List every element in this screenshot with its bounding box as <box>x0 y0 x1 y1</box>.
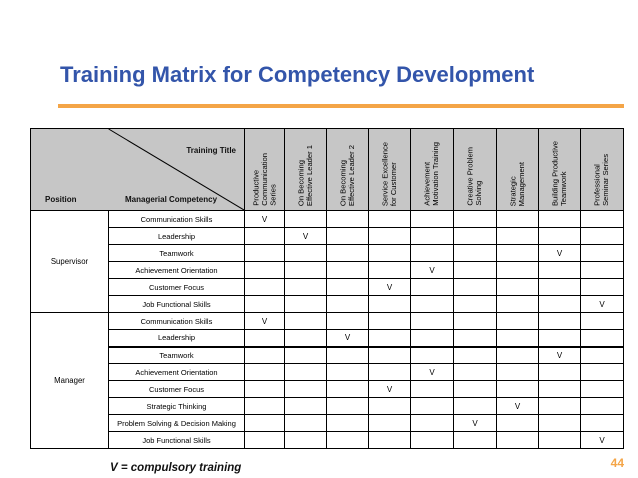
table-row <box>31 364 624 381</box>
table-row <box>31 313 624 330</box>
empty-cell <box>497 228 539 245</box>
empty-cell <box>454 262 497 279</box>
empty-cell <box>539 364 581 381</box>
compulsory-mark-cell: V <box>497 398 539 415</box>
empty-cell <box>369 211 411 228</box>
empty-cell <box>539 211 581 228</box>
empty-cell <box>285 211 327 228</box>
empty-cell <box>245 364 285 381</box>
empty-cell <box>327 211 369 228</box>
col-header-creative-problem-solving <box>454 129 497 211</box>
empty-cell <box>369 262 411 279</box>
competency-cell: Leadership <box>109 330 245 347</box>
empty-cell <box>327 432 369 449</box>
col-header-label: On Becoming Effective Leader 1 <box>296 144 314 206</box>
col-header-label: On Becoming Effective Leader 2 <box>338 144 356 206</box>
empty-cell <box>539 296 581 313</box>
empty-cell <box>581 364 624 381</box>
empty-cell <box>454 398 497 415</box>
empty-cell <box>581 381 624 398</box>
empty-cell <box>539 432 581 449</box>
empty-cell <box>497 415 539 432</box>
table-row <box>31 279 624 296</box>
empty-cell <box>327 347 369 364</box>
empty-cell <box>539 228 581 245</box>
compulsory-mark-cell: V <box>539 347 581 364</box>
col-header-label: Strategic Management <box>508 161 526 206</box>
empty-cell <box>369 313 411 330</box>
empty-cell <box>369 432 411 449</box>
empty-cell <box>581 398 624 415</box>
position-cell: Supervisor <box>31 211 109 313</box>
empty-cell <box>539 381 581 398</box>
empty-cell <box>411 313 454 330</box>
empty-cell <box>411 296 454 313</box>
empty-cell <box>245 415 285 432</box>
empty-cell <box>539 398 581 415</box>
compulsory-mark-cell: V <box>369 279 411 296</box>
table-row <box>31 211 624 228</box>
col-header-label: Productive Communication Series <box>250 153 277 206</box>
empty-cell <box>369 296 411 313</box>
empty-cell <box>454 381 497 398</box>
empty-cell <box>245 228 285 245</box>
empty-cell <box>245 398 285 415</box>
empty-cell <box>245 296 285 313</box>
competency-cell: Communication Skills <box>109 313 245 330</box>
col-header-strategic-management <box>497 129 539 211</box>
empty-cell <box>411 211 454 228</box>
empty-cell <box>497 381 539 398</box>
empty-cell <box>454 313 497 330</box>
empty-cell <box>539 279 581 296</box>
competency-cell: Communication Skills <box>109 211 245 228</box>
empty-cell <box>539 415 581 432</box>
empty-cell <box>497 330 539 347</box>
empty-cell <box>581 279 624 296</box>
empty-cell <box>245 262 285 279</box>
empty-cell <box>327 364 369 381</box>
competency-cell: Leadership <box>109 228 245 245</box>
compulsory-mark-cell: V <box>369 381 411 398</box>
footnote-legend: V = compulsory training <box>110 462 242 474</box>
position-cell: Manager <box>31 313 109 449</box>
empty-cell <box>454 245 497 262</box>
col-header-effective-leader-1 <box>285 129 327 211</box>
col-header-label: Achievement Motivation Training <box>422 142 440 206</box>
competency-cell: Achievement Orientation <box>109 262 245 279</box>
empty-cell <box>245 347 285 364</box>
empty-cell <box>285 245 327 262</box>
empty-cell <box>539 330 581 347</box>
empty-cell <box>497 296 539 313</box>
competency-cell: Problem Solving & Decision Making <box>109 415 245 432</box>
training-matrix-table <box>30 128 624 449</box>
empty-cell <box>369 347 411 364</box>
empty-cell <box>327 313 369 330</box>
empty-cell <box>581 211 624 228</box>
empty-cell <box>497 347 539 364</box>
empty-cell <box>411 330 454 347</box>
empty-cell <box>411 415 454 432</box>
empty-cell <box>369 398 411 415</box>
training-title-label: Training Title <box>186 146 236 155</box>
empty-cell <box>327 381 369 398</box>
competency-cell: Job Functional Skills <box>109 432 245 449</box>
slide-title: Training Matrix for Competency Development <box>60 62 535 87</box>
compulsory-mark-cell: V <box>454 415 497 432</box>
empty-cell <box>369 228 411 245</box>
empty-cell <box>454 364 497 381</box>
empty-cell <box>285 398 327 415</box>
empty-cell <box>411 279 454 296</box>
empty-cell <box>539 262 581 279</box>
compulsory-mark-cell: V <box>327 330 369 347</box>
table-row <box>31 347 624 364</box>
table-row <box>31 228 624 245</box>
empty-cell <box>454 330 497 347</box>
empty-cell <box>327 296 369 313</box>
empty-cell <box>454 347 497 364</box>
empty-cell <box>411 432 454 449</box>
empty-cell <box>454 279 497 296</box>
table-row <box>31 262 624 279</box>
compulsory-mark-cell: V <box>411 364 454 381</box>
empty-cell <box>245 330 285 347</box>
matrix-body <box>31 211 624 449</box>
empty-cell <box>285 381 327 398</box>
empty-cell <box>285 262 327 279</box>
empty-cell <box>581 313 624 330</box>
empty-cell <box>245 381 285 398</box>
empty-cell <box>581 245 624 262</box>
table-row <box>31 398 624 415</box>
empty-cell <box>285 279 327 296</box>
empty-cell <box>497 313 539 330</box>
empty-cell <box>285 296 327 313</box>
empty-cell <box>327 415 369 432</box>
table-row <box>31 330 624 347</box>
page-number: 44 <box>610 456 624 470</box>
empty-cell <box>369 245 411 262</box>
table-row <box>31 245 624 262</box>
compulsory-mark-cell: V <box>411 262 454 279</box>
empty-cell <box>285 330 327 347</box>
empty-cell <box>411 245 454 262</box>
empty-cell <box>581 228 624 245</box>
compulsory-mark-cell: V <box>581 296 624 313</box>
empty-cell <box>285 432 327 449</box>
title-underline <box>58 104 624 108</box>
empty-cell <box>327 245 369 262</box>
empty-cell <box>285 347 327 364</box>
empty-cell <box>454 211 497 228</box>
empty-cell <box>497 432 539 449</box>
competency-cell: Customer Focus <box>109 381 245 398</box>
compulsory-mark-cell: V <box>245 313 285 330</box>
empty-cell <box>327 398 369 415</box>
col-header-effective-leader-2 <box>327 129 369 211</box>
header-row <box>31 129 624 211</box>
empty-cell <box>497 279 539 296</box>
empty-cell <box>369 330 411 347</box>
empty-cell <box>581 347 624 364</box>
empty-cell <box>581 262 624 279</box>
competency-cell: Teamwork <box>109 245 245 262</box>
empty-cell <box>497 262 539 279</box>
competency-cell: Strategic Thinking <box>109 398 245 415</box>
table-row <box>31 415 624 432</box>
table-row <box>31 432 624 449</box>
empty-cell <box>285 415 327 432</box>
compulsory-mark-cell: V <box>539 245 581 262</box>
empty-cell <box>369 415 411 432</box>
col-header-label: Service Excellence for Customer <box>380 141 398 206</box>
table-row <box>31 381 624 398</box>
competency-cell: Job Functional Skills <box>109 296 245 313</box>
empty-cell <box>245 432 285 449</box>
empty-cell <box>539 313 581 330</box>
empty-cell <box>411 398 454 415</box>
col-header-label: Professional Seminar Series <box>592 154 610 206</box>
empty-cell <box>497 364 539 381</box>
col-header-productive-communication <box>245 129 285 211</box>
corner-header-cell <box>31 129 245 211</box>
competency-header-label: Managerial Competency <box>125 195 218 204</box>
competency-cell: Teamwork <box>109 347 245 364</box>
empty-cell <box>454 432 497 449</box>
empty-cell <box>581 330 624 347</box>
empty-cell <box>454 228 497 245</box>
empty-cell <box>369 364 411 381</box>
competency-cell: Customer Focus <box>109 279 245 296</box>
compulsory-mark-cell: V <box>581 432 624 449</box>
col-header-achievement-motivation <box>411 129 454 211</box>
table-row <box>31 296 624 313</box>
empty-cell <box>581 415 624 432</box>
empty-cell <box>327 262 369 279</box>
empty-cell <box>285 313 327 330</box>
empty-cell <box>497 245 539 262</box>
col-header-label: Creative Problem Solving <box>465 147 483 206</box>
col-header-label: Building Productive Teamwork <box>550 140 568 206</box>
empty-cell <box>245 245 285 262</box>
compulsory-mark-cell: V <box>245 211 285 228</box>
position-header-label: Position <box>45 195 77 204</box>
empty-cell <box>497 211 539 228</box>
compulsory-mark-cell: V <box>285 228 327 245</box>
col-header-service-excellence <box>369 129 411 211</box>
empty-cell <box>411 228 454 245</box>
empty-cell <box>411 381 454 398</box>
empty-cell <box>285 364 327 381</box>
empty-cell <box>327 279 369 296</box>
competency-cell: Achievement Orientation <box>109 364 245 381</box>
empty-cell <box>454 296 497 313</box>
empty-cell <box>411 347 454 364</box>
empty-cell <box>327 228 369 245</box>
empty-cell <box>245 279 285 296</box>
col-header-professional-seminar <box>581 129 624 211</box>
col-header-building-teamwork <box>539 129 581 211</box>
